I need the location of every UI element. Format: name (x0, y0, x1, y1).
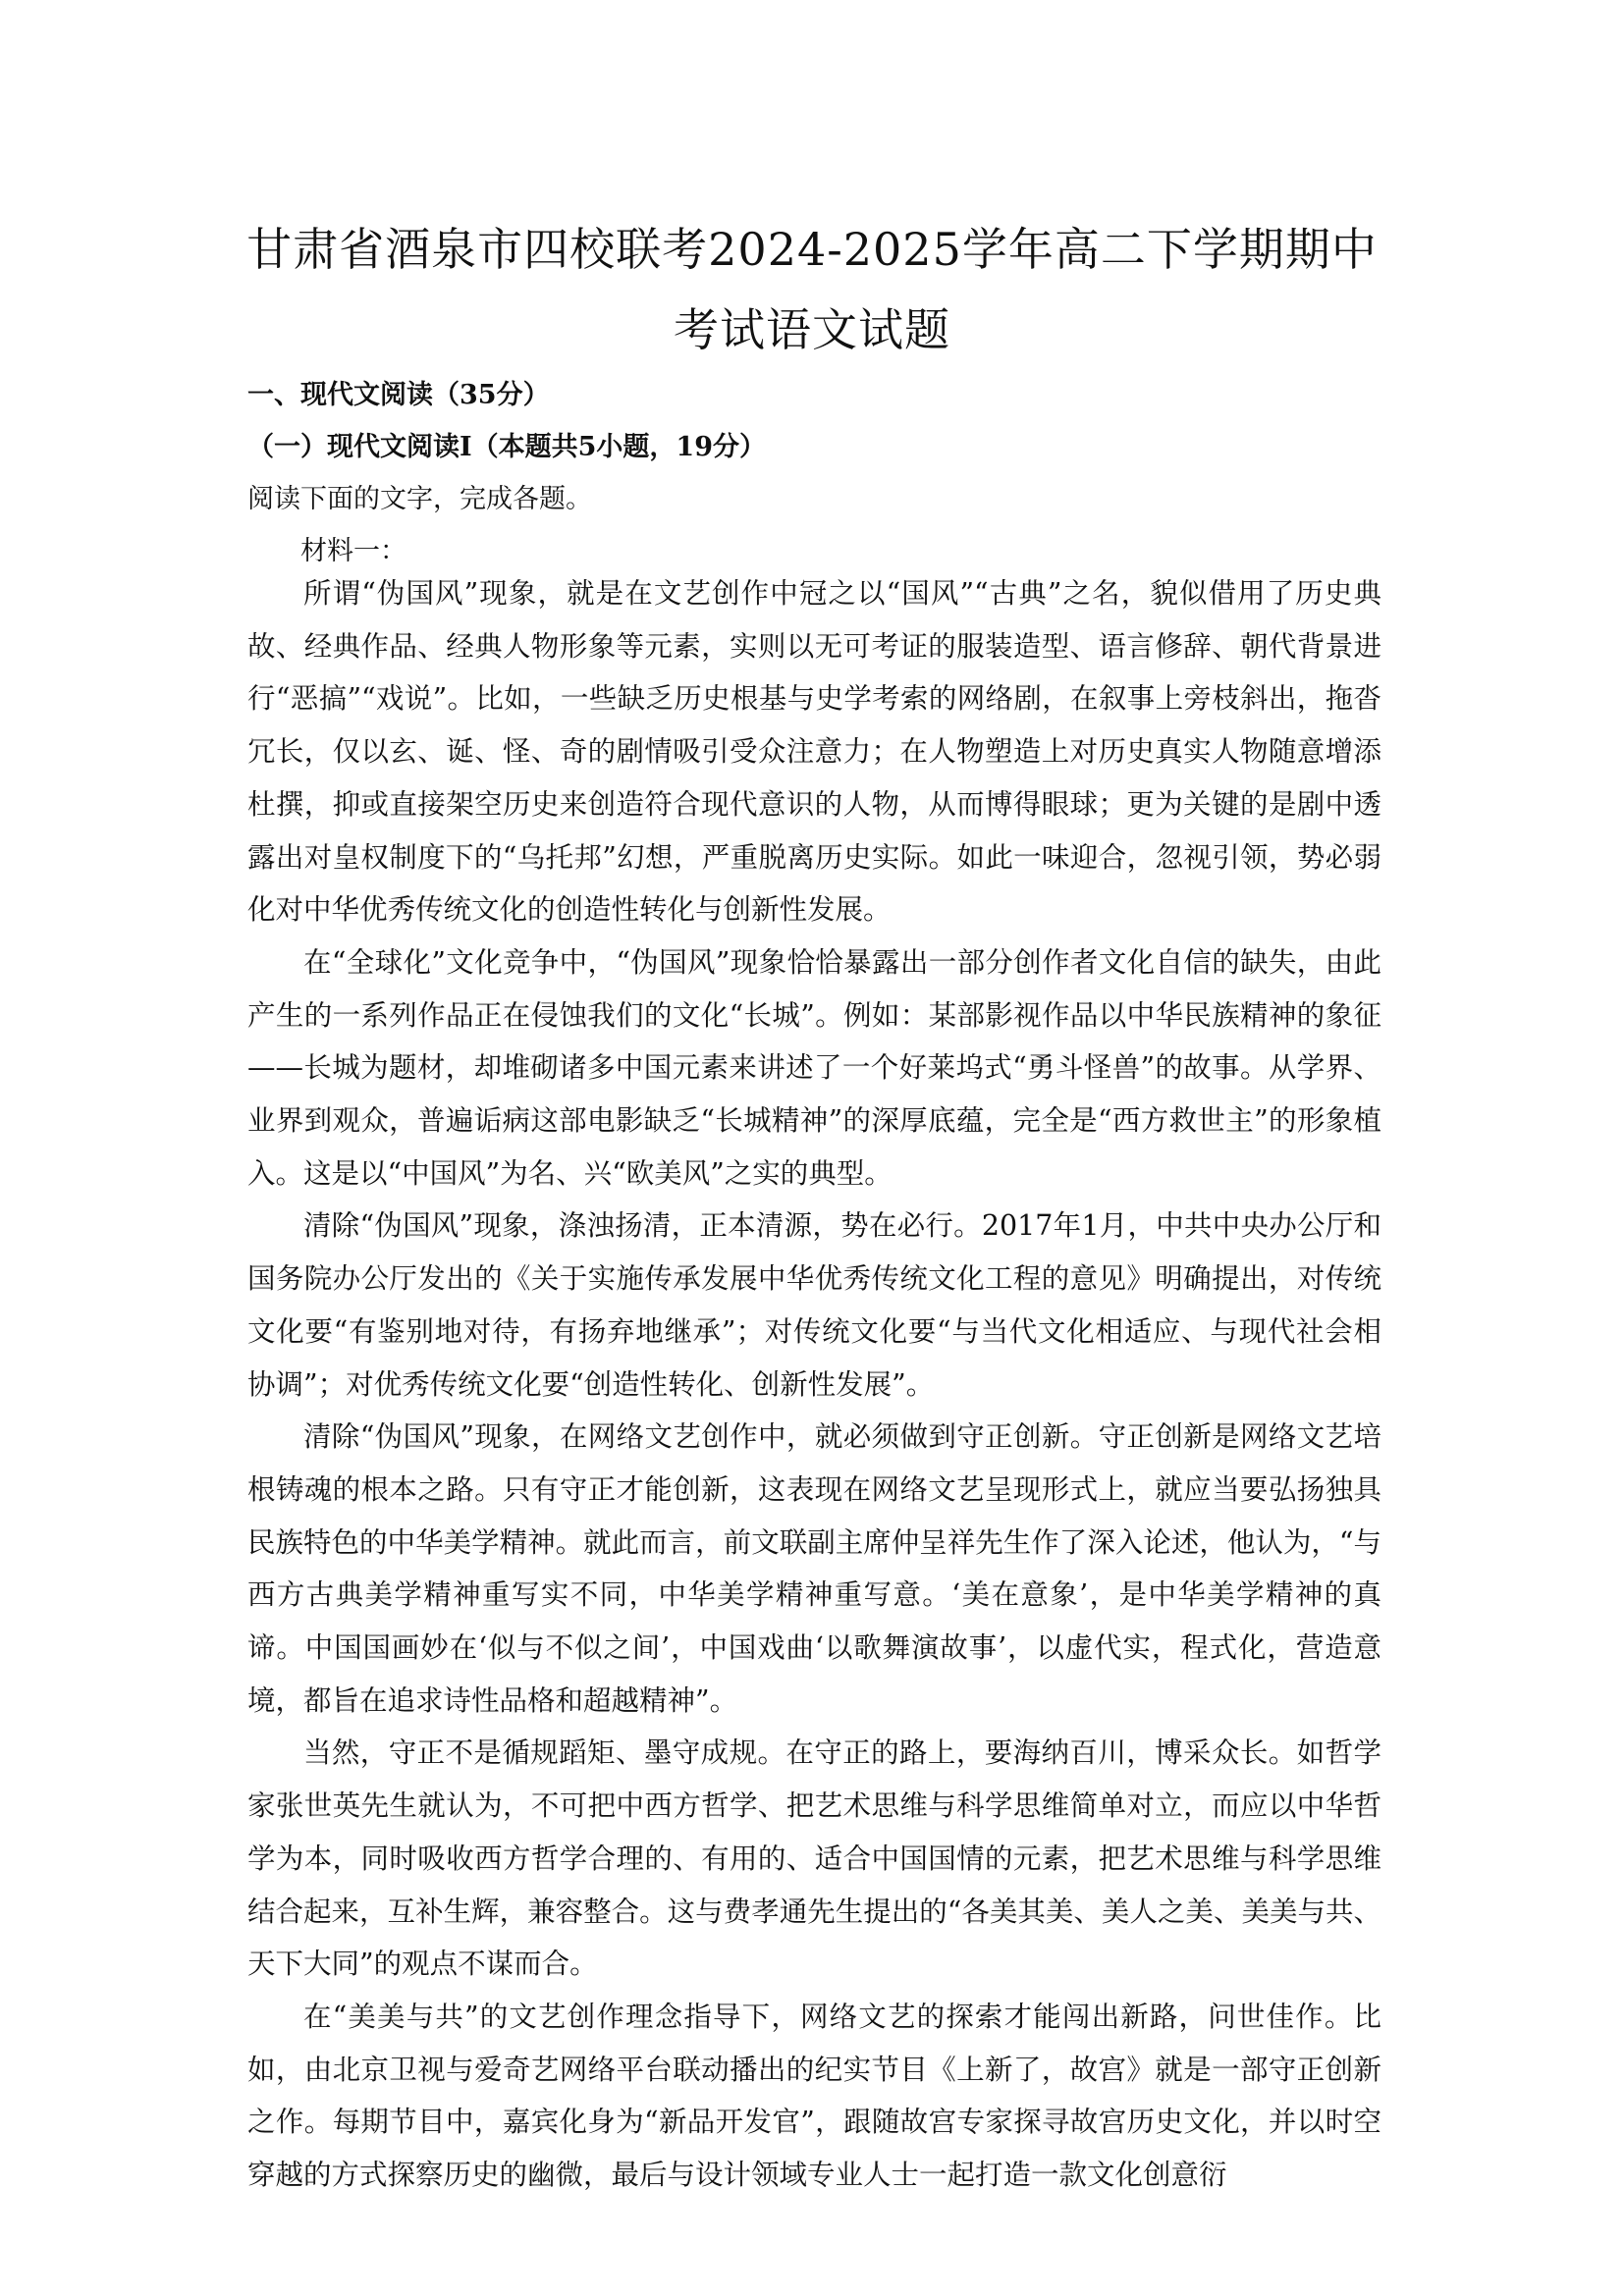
passage-paragraph-5: 当然，守正不是循规蹈矩、墨守成规。在守正的路上，要海纳百川，博采众长。如哲学家张世英先生就认为，不可把中西方哲学、把艺术思维与科学思维简单对立，而应以中华哲学为本，同时吸收西方哲学合理的、有用的、适合中国国情的元素，把艺术思维与科学思维结合起来，互补生辉，兼容整合。这与费孝通先生提出的“各美其美、美人之美、美美与共、天下大同”的观点不谋而合。 (247, 1736, 1381, 1981)
passage-body (247, 567, 1381, 2202)
exam-title-line2: 考试语文试题 (674, 303, 950, 356)
passage-paragraph-1: 所谓“伪国风”现象，就是在文艺创作中冠之以“国风”“古典”之名，貌似借用了历史典故、经典作品、经典人物形象等元素，实则以无可考证的服装造型、语言修辞、朝代背景进行“恶搞”“戏说”。比如，一些缺乏历史根基与史学考索的网络剧，在叙事上旁枝斜出，拖沓冗长，仅以玄、诞、怪、奇的剧情吸引受众注意力；在人物塑造上对历史真实人物随意增添杜撰，抑或直接架空历史来创造符合现代意识的人物，从而博得眼球；更为关键的是剧中透露出对皇权制度下的“乌托邦”幻想，严重脱离历史实际。如此一味迎合，忽视引领，势必弱化对中华优秀传统文化的创造性转化与创新性发展。 (247, 577, 1381, 927)
passage-paragraph-2: 在“全球化”文化竞争中，“伪国风”现象恰恰暴露出一部分创作者文化自信的缺失，由此产生的一系列作品正在侵蚀我们的文化“长城”。例如：某部影视作品以中华民族精神的象征——长城为题材，却堆砌诸多中国元素来讲述了一个好莱坞式“勇斗怪兽”的故事。从学界、业界到观众，普遍诟病这部电影缺乏“长城精神”的深厚底蕴，完全是“西方救世主”的形象植入。这是以“中国风”为名、兴“欧美风”之实的典型。 (247, 945, 1381, 1190)
subsection-heading: （一）现代文阅读Ⅰ（本题共5小题，19分） (247, 432, 766, 462)
material-label: 材料一： (300, 536, 406, 566)
passage-paragraph-4: 清除“伪国风”现象，在网络文艺创作中，就必须做到守正创新。守正创新是网络文艺培根铸魂的根本之路。只有守正才能创新，这表现在网络文艺呈现形式上，就应当要弘扬独具民族特色的中华美学精神。就此而言，前文联副主席仲呈祥先生作了深入论述，他认为，“与西方古典美学精神重写实不同，中华美学精神重写意。‘美在意象’，是中华美学精神的真谛。中国国画妙在‘似与不似之间’，中国戏曲‘以歌舞演故事’，以虚代实，程式化，营造意境，都旨在追求诗性品格和超越精神”。 (247, 1420, 1381, 1717)
exam-title-line1: 甘肃省酒泉市四校联考2024-2025学年高二下学期期中 (246, 223, 1378, 276)
reading-instruction: 阅读下面的文字，完成各题。 (247, 484, 592, 514)
section-heading: 一、现代文阅读（35分） (247, 380, 550, 410)
passage-paragraph-6: 在“美美与共”的文艺创作理念指导下，网络文艺的探索才能闯出新路，问世佳作。比如，由北京卫视与爱奇艺网络平台联动播出的纪实节目《上新了，故宫》就是一部守正创新之作。每期节目中，嘉宾化身为“新品开发官”，跟随故宫专家探寻故宫历史文化，并以时空穿越的方式探察历史的幽微，最后与设计领域专业人士一起打造一款文化创意衍 (247, 2000, 1381, 2192)
passage-paragraph-3: 清除“伪国风”现象，涤浊扬清，正本清源，势在必行。2017年1月，中共中央办公厅和国务院办公厅发出的《关于实施传承发展中华优秀传统文化工程的意见》明确提出，对传统文化要“有鉴别地对待，有扬弃地继承”；对传统文化要“与当代文化相适应、与现代社会相协调”；对优秀传统文化要“创造性转化、创新性发展”。 (247, 1209, 1381, 1401)
